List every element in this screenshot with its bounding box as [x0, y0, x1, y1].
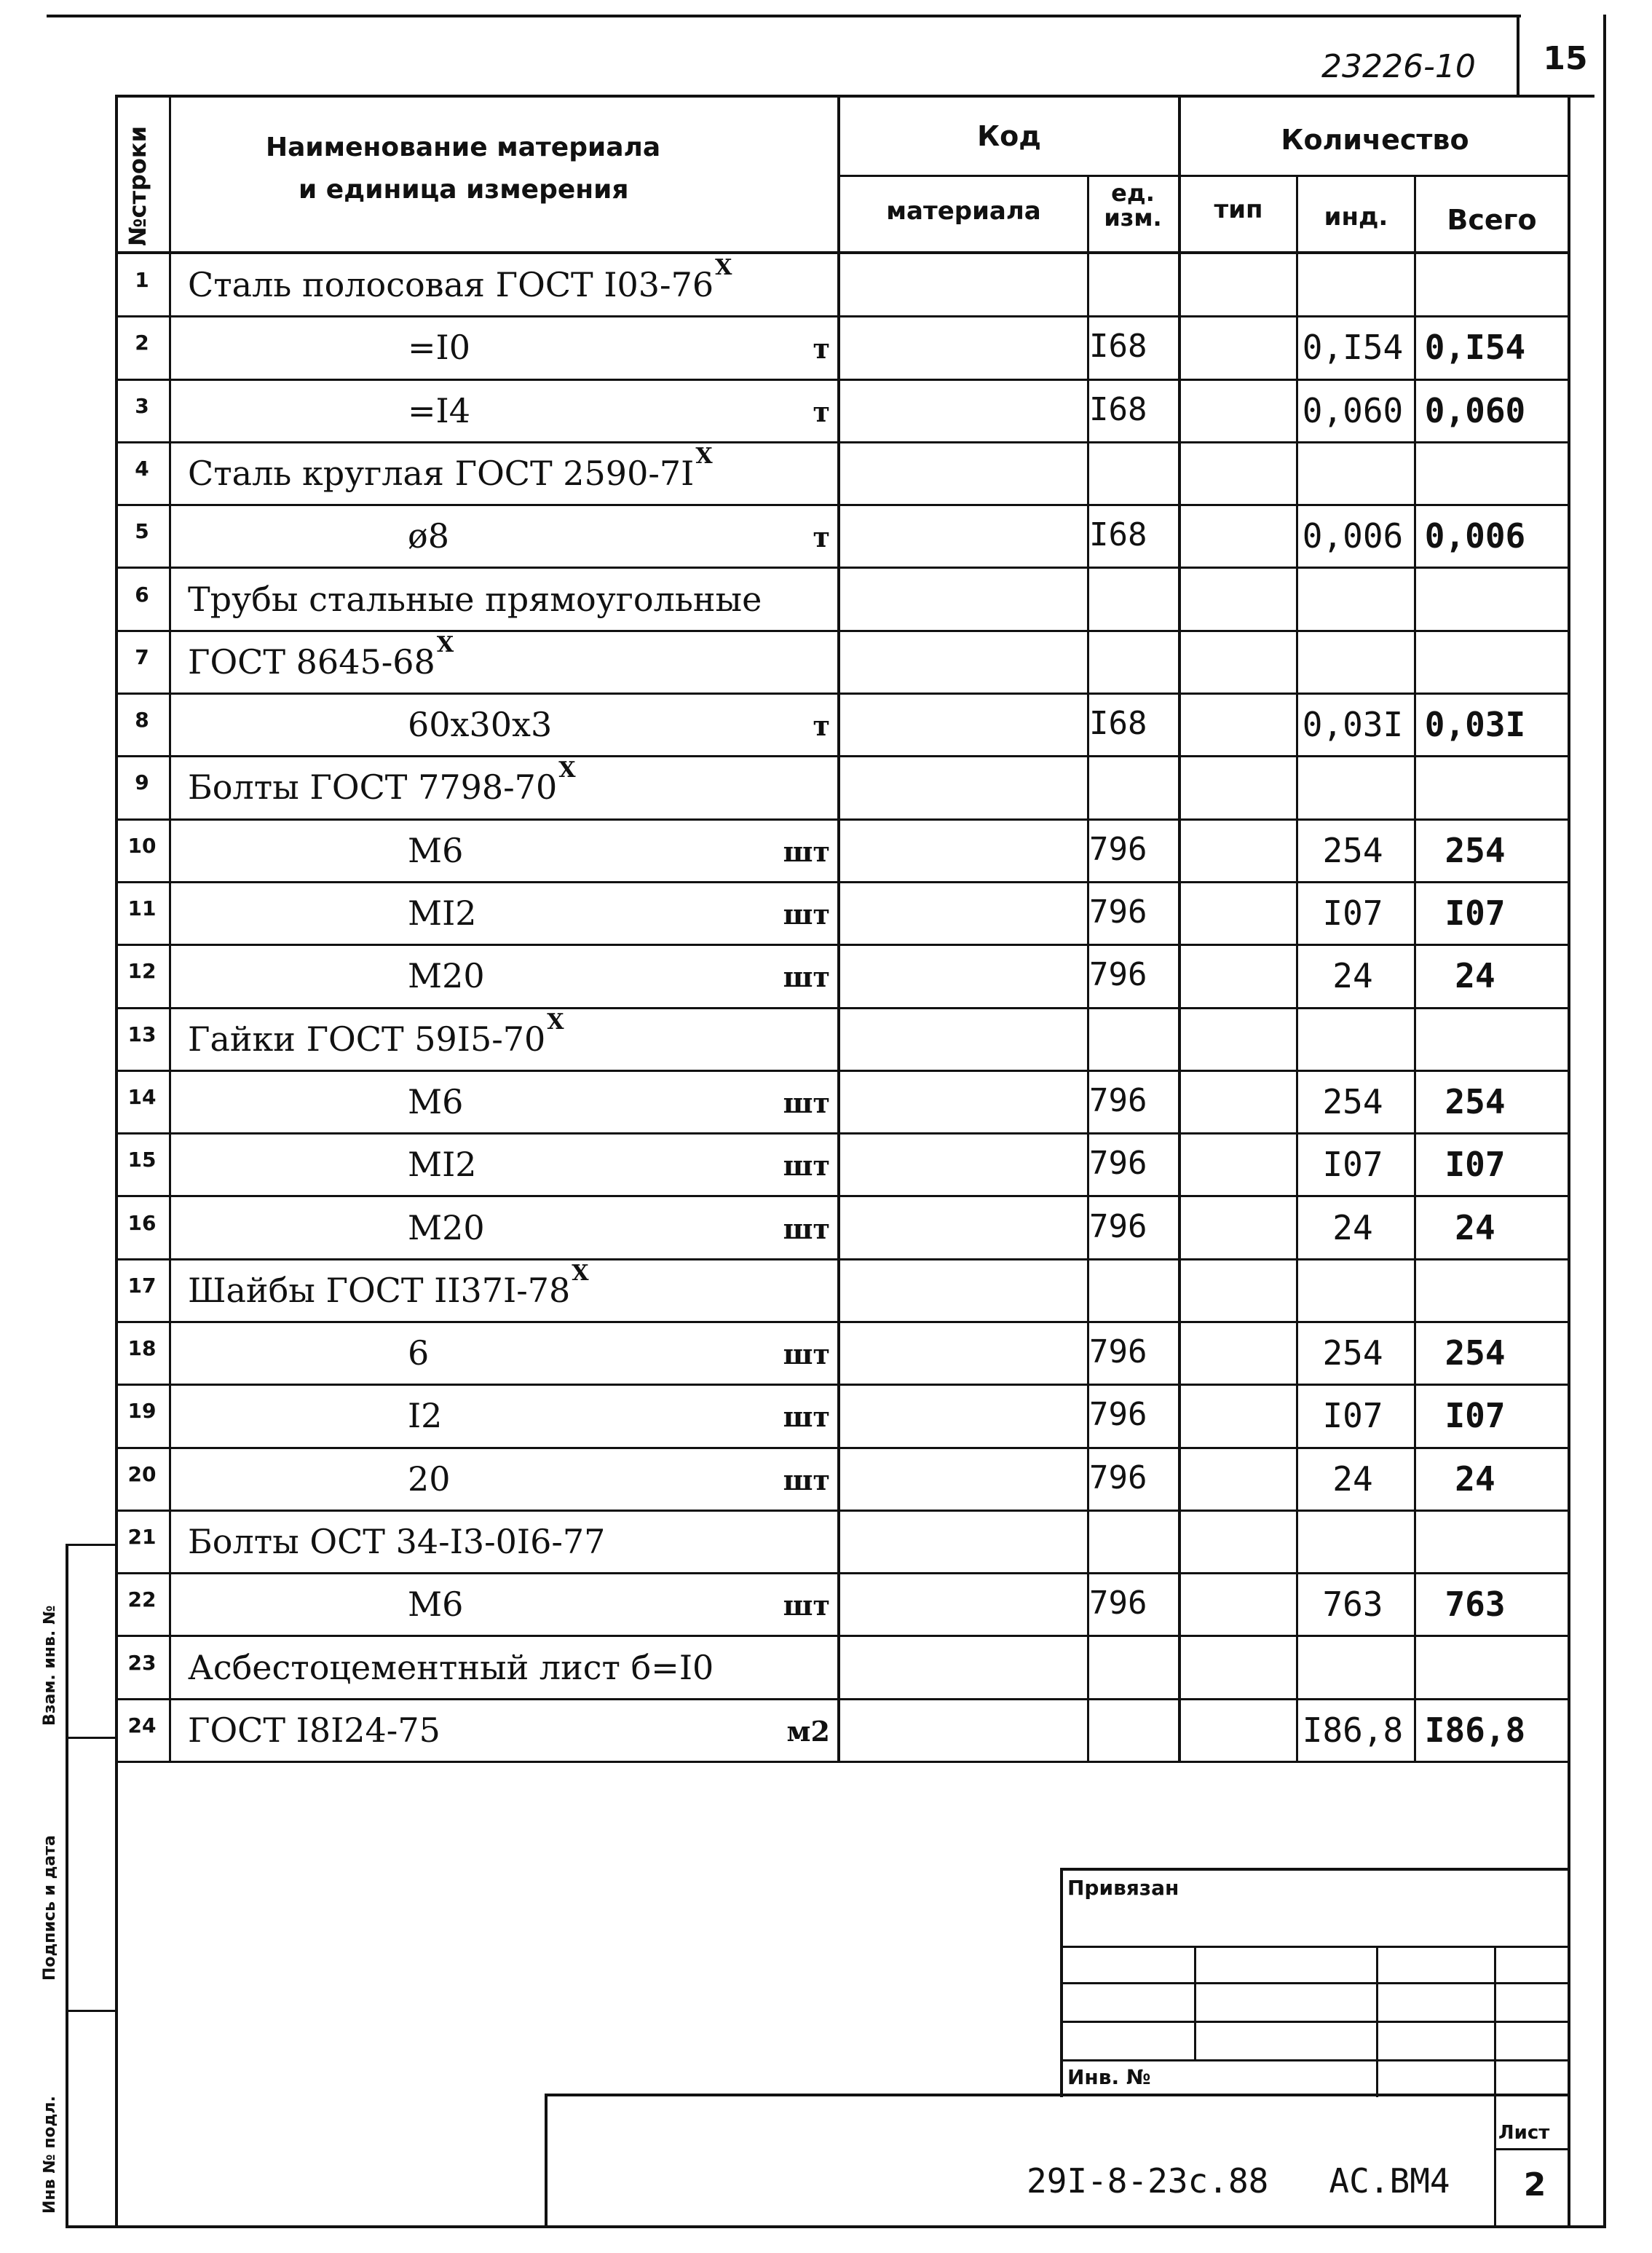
material-name: 6	[408, 1333, 430, 1373]
col-line-code-qty	[1178, 95, 1181, 1762]
material-name: M20	[408, 1208, 485, 1247]
unit-of-measure: шт	[783, 1149, 830, 1182]
quantity-individual: 254	[1322, 831, 1383, 870]
unit-code: I68	[1089, 391, 1147, 428]
quantity-total: 24	[1455, 1208, 1495, 1247]
quantity-total: 24	[1455, 956, 1495, 995]
modification-mark: X	[547, 1009, 564, 1035]
material-name: ø8	[408, 516, 449, 556]
quantity-individual: 0,03I	[1302, 705, 1404, 744]
unit-code: 796	[1089, 893, 1147, 931]
unit-of-measure: т	[813, 332, 830, 365]
row-number: 5	[135, 519, 149, 543]
row-separator	[116, 755, 1569, 757]
sheet-label: Лист	[1498, 2122, 1550, 2144]
material-name: Гайки ГОСТ 59I5-70	[188, 1019, 546, 1059]
tb-v1	[1194, 1946, 1196, 2059]
tb-h1	[1060, 1946, 1570, 1948]
material-name: 20	[408, 1459, 451, 1499]
header-qty-ind: инд.	[1324, 202, 1388, 232]
archive-code: 23226-10	[1321, 48, 1476, 85]
row-number: 9	[135, 770, 149, 794]
row-separator	[116, 1761, 1569, 1763]
row-number: 22	[127, 1587, 157, 1611]
row-number: 15	[127, 1148, 157, 1172]
bottom-right-border	[1568, 1762, 1570, 2228]
quantity-total: I86,8	[1424, 1711, 1526, 1750]
row-number: 11	[127, 896, 157, 920]
unit-of-measure: шт	[783, 960, 830, 993]
row-number: 7	[135, 645, 149, 669]
row-separator	[116, 504, 1569, 506]
privyazan-label: Привязан	[1067, 1876, 1179, 1900]
modification-mark: X	[436, 632, 454, 658]
unit-of-measure: шт	[783, 835, 830, 868]
row-number: 2	[135, 331, 149, 355]
side-stamp-outer	[66, 1544, 68, 2228]
material-name: Сталь полосовая ГОСТ I03-76	[188, 265, 714, 304]
row-number: 4	[135, 457, 149, 481]
material-name: ГОСТ I8I24-75	[188, 1711, 440, 1750]
row-number: 6	[135, 583, 149, 607]
row-separator	[116, 944, 1569, 946]
table-top-border	[116, 95, 1594, 98]
top-border	[47, 15, 1521, 17]
material-name: M6	[408, 1082, 464, 1121]
row-number: 20	[127, 1462, 157, 1486]
modification-mark: X	[695, 443, 713, 469]
quantity-individual: 0,006	[1302, 516, 1404, 556]
quantity-total: 0,006	[1424, 516, 1526, 556]
col-line-name	[837, 95, 840, 1762]
row-separator	[116, 818, 1569, 821]
material-name: 60x30x3	[408, 705, 553, 744]
quantity-total: 0,060	[1424, 391, 1526, 430]
row-separator	[116, 1635, 1569, 1637]
tb-h4	[1060, 2059, 1570, 2061]
row-number: 16	[127, 1211, 157, 1235]
material-name: I2	[408, 1396, 443, 1435]
header-name-line1: Наименование материала	[266, 133, 661, 162]
material-name: Трубы стальные прямоугольные	[188, 580, 762, 619]
material-name: Асбестоцементный лист б=I0	[188, 1648, 714, 1687]
row-separator	[116, 1070, 1569, 1072]
material-name: Болты ГОСТ 7798-70	[188, 768, 558, 807]
row-separator	[116, 693, 1569, 695]
row-number: 1	[135, 268, 149, 292]
tb-v3	[1494, 1946, 1496, 2228]
row-number: 18	[127, 1336, 157, 1360]
row-separator	[116, 630, 1569, 632]
sheet-label-line	[1494, 2148, 1570, 2150]
page-number: 15	[1543, 40, 1588, 77]
header-mid-line	[837, 175, 1569, 177]
main-stamp-left	[545, 2094, 548, 2228]
side-stamp-line3	[66, 2010, 116, 2012]
row-number: 13	[127, 1022, 157, 1046]
main-stamp-top	[545, 2094, 1570, 2096]
quantity-total: 0,03I	[1424, 705, 1526, 744]
bottom-left-border	[115, 1762, 118, 2228]
header-qty-total: Всего	[1447, 204, 1537, 236]
unit-of-measure: шт	[783, 1464, 830, 1496]
unit-code: 796	[1089, 1459, 1147, 1496]
quantity-individual: 763	[1322, 1585, 1383, 1624]
table-right-border	[1568, 95, 1570, 1762]
unit-of-measure: шт	[783, 1086, 830, 1119]
material-name: ГОСТ 8645-68	[188, 642, 435, 682]
unit-code: 796	[1089, 1585, 1147, 1622]
unit-of-measure: шт	[783, 1589, 830, 1622]
quantity-individual: 0,060	[1302, 391, 1404, 430]
header-code: Код	[977, 120, 1041, 152]
tb-v2	[1376, 1946, 1378, 2097]
tb-h3	[1060, 2021, 1570, 2023]
row-separator	[116, 1195, 1569, 1197]
row-number: 24	[127, 1713, 157, 1737]
unit-code: I68	[1089, 328, 1147, 365]
tb-h2	[1060, 1982, 1570, 1984]
material-name: MI2	[408, 1145, 477, 1184]
drawing-designation: 29I-8-23с.88 АС.ВМ4	[1027, 2161, 1450, 2201]
quantity-total: I07	[1444, 1396, 1506, 1435]
row-separator	[116, 881, 1569, 883]
quantity-total: 0,I54	[1424, 328, 1526, 367]
modification-mark: X	[558, 757, 576, 783]
row-number: 8	[135, 708, 149, 732]
quantity-individual: 254	[1322, 1333, 1383, 1373]
quantity-individual: I07	[1322, 893, 1383, 933]
quantity-individual: I07	[1322, 1145, 1383, 1184]
quantity-individual: 254	[1322, 1082, 1383, 1121]
material-name: M20	[408, 956, 485, 995]
row-number: 23	[127, 1651, 157, 1675]
quantity-total: I07	[1444, 893, 1506, 933]
material-name: =I4	[408, 391, 470, 430]
unit-of-measure: т	[813, 709, 830, 742]
quantity-total: I07	[1444, 1145, 1506, 1184]
row-separator	[116, 1007, 1569, 1009]
unit-of-measure: шт	[783, 1400, 830, 1433]
material-name: Болты ОСТ 34-I3-0I6-77	[188, 1522, 606, 1561]
header-code-material: материала	[886, 197, 1041, 226]
row-separator	[116, 1510, 1569, 1512]
quantity-total: 254	[1444, 1082, 1506, 1121]
unit-code: I68	[1089, 516, 1147, 553]
quantity-total: 24	[1455, 1459, 1495, 1499]
row-separator	[116, 379, 1569, 381]
row-number: 17	[127, 1274, 157, 1298]
row-separator	[116, 1698, 1569, 1700]
row-number: 10	[127, 834, 157, 858]
unit-of-measure: т	[813, 395, 830, 428]
unit-code: 796	[1089, 1333, 1147, 1370]
quantity-individual: 24	[1332, 1208, 1373, 1247]
material-name: M6	[408, 831, 464, 870]
material-name: Сталь круглая ГОСТ 2590-7I	[188, 454, 695, 493]
col-line-ind-total	[1414, 175, 1416, 1762]
unit-of-measure: м2	[786, 1715, 830, 1748]
header-qty-type: тип	[1214, 195, 1263, 224]
row-number: 14	[127, 1085, 157, 1109]
quantity-total: 254	[1444, 831, 1506, 870]
col-line-rownum	[169, 95, 171, 1762]
modification-mark: X	[715, 255, 732, 280]
unit-code: 796	[1089, 956, 1147, 993]
row-separator	[116, 1572, 1569, 1574]
inv-no-label: Инв. №	[1067, 2065, 1151, 2089]
quantity-total: 763	[1444, 1585, 1506, 1624]
material-name: =I0	[408, 328, 470, 367]
sheet-number: 2	[1523, 2166, 1546, 2203]
modification-mark: X	[572, 1260, 589, 1286]
page-number-box-right	[1603, 15, 1606, 2228]
header-quantity: Количество	[1281, 124, 1469, 156]
page-bottom-border	[66, 2225, 1605, 2228]
material-name: MI2	[408, 893, 477, 933]
unit-of-measure: шт	[783, 1338, 830, 1370]
row-separator	[116, 567, 1569, 569]
unit-code: 796	[1089, 1396, 1147, 1433]
row-separator	[116, 1321, 1569, 1323]
quantity-total: 254	[1444, 1333, 1506, 1373]
page-number-box-left	[1517, 15, 1519, 95]
unit-of-measure: т	[813, 521, 830, 553]
row-separator	[116, 1132, 1569, 1135]
quantity-individual: 24	[1332, 1459, 1373, 1499]
unit-code: 796	[1089, 831, 1147, 868]
header-code-unit: ед. изм.	[1104, 179, 1162, 232]
row-number: 19	[127, 1399, 157, 1423]
row-separator	[116, 1258, 1569, 1260]
unit-code: I68	[1089, 705, 1147, 742]
row-number: 3	[135, 394, 149, 418]
quantity-individual: 24	[1332, 956, 1373, 995]
row-separator	[116, 441, 1569, 443]
quantity-individual: 0,I54	[1302, 328, 1404, 367]
unit-code: 796	[1089, 1082, 1147, 1119]
row-separator	[116, 1447, 1569, 1449]
header-bottom-line	[116, 251, 1569, 254]
header-name-line2: и единица измерения	[299, 175, 629, 205]
unit-code: 796	[1089, 1145, 1147, 1182]
quantity-individual: I86,8	[1302, 1711, 1404, 1750]
material-name: M6	[408, 1585, 464, 1624]
row-number: 12	[127, 959, 157, 983]
row-separator	[116, 1384, 1569, 1386]
material-name: Шайбы ГОСТ II37I-78	[188, 1271, 571, 1310]
row-number: 21	[127, 1525, 157, 1549]
unit-of-measure: шт	[783, 1212, 830, 1245]
unit-of-measure: шт	[783, 898, 830, 931]
row-separator	[116, 315, 1569, 317]
unit-code: 796	[1089, 1208, 1147, 1245]
quantity-individual: I07	[1322, 1396, 1383, 1435]
side-stamp-line2	[66, 1737, 116, 1739]
side-stamp-line1	[66, 1544, 116, 1546]
tb-top	[1060, 1868, 1570, 1871]
